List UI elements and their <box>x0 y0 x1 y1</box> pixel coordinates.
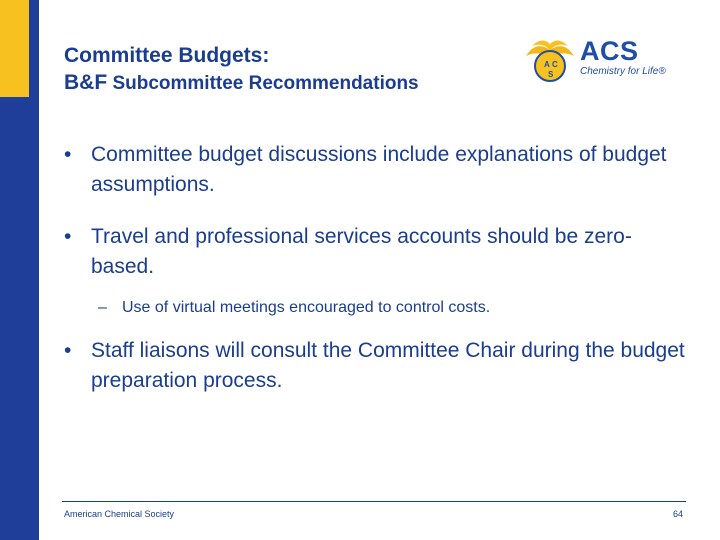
bullet-item <box>64 140 694 200</box>
svg-text:C: C <box>552 60 558 69</box>
slide-title <box>64 42 419 97</box>
logo-acs-text: ACS <box>580 36 639 66</box>
bullet-marker: • <box>64 339 72 362</box>
bullet-item <box>64 336 694 396</box>
svg-text:S: S <box>548 70 554 79</box>
footer-divider <box>62 501 686 502</box>
sub-bullet-text: Use of virtual meetings encouraged to control costs. <box>122 299 491 316</box>
bullet-item <box>64 222 694 282</box>
acs-logo <box>522 36 672 84</box>
sub-bullet-item <box>64 296 694 320</box>
title-line-2-bold: B&F <box>64 71 108 94</box>
title-line-2-rest: Subcommittee Recommendations <box>107 73 419 94</box>
title-line-1: Committee Budgets: <box>64 44 270 67</box>
bullet-text: Staff liaisons will consult the Committee Chair during the budget preparation process. <box>91 339 685 392</box>
left-gold-bar <box>0 0 29 97</box>
svg-text:A: A <box>544 60 550 69</box>
bullet-text: Committee budget discussions include explanations of budget assumptions. <box>91 143 667 196</box>
logo-tagline: Chemistry for Life® <box>580 66 666 77</box>
acs-seal-icon <box>522 36 578 84</box>
page-number: 64 <box>672 509 683 519</box>
bullet-marker: • <box>64 225 72 248</box>
bullet-marker: • <box>64 143 72 166</box>
sub-bullet-marker: – <box>98 299 107 316</box>
bullet-text: Travel and professional services accounts should be zero-based. <box>91 225 632 278</box>
slide-content <box>64 140 694 418</box>
footer-organization: American Chemical Society <box>64 509 175 519</box>
